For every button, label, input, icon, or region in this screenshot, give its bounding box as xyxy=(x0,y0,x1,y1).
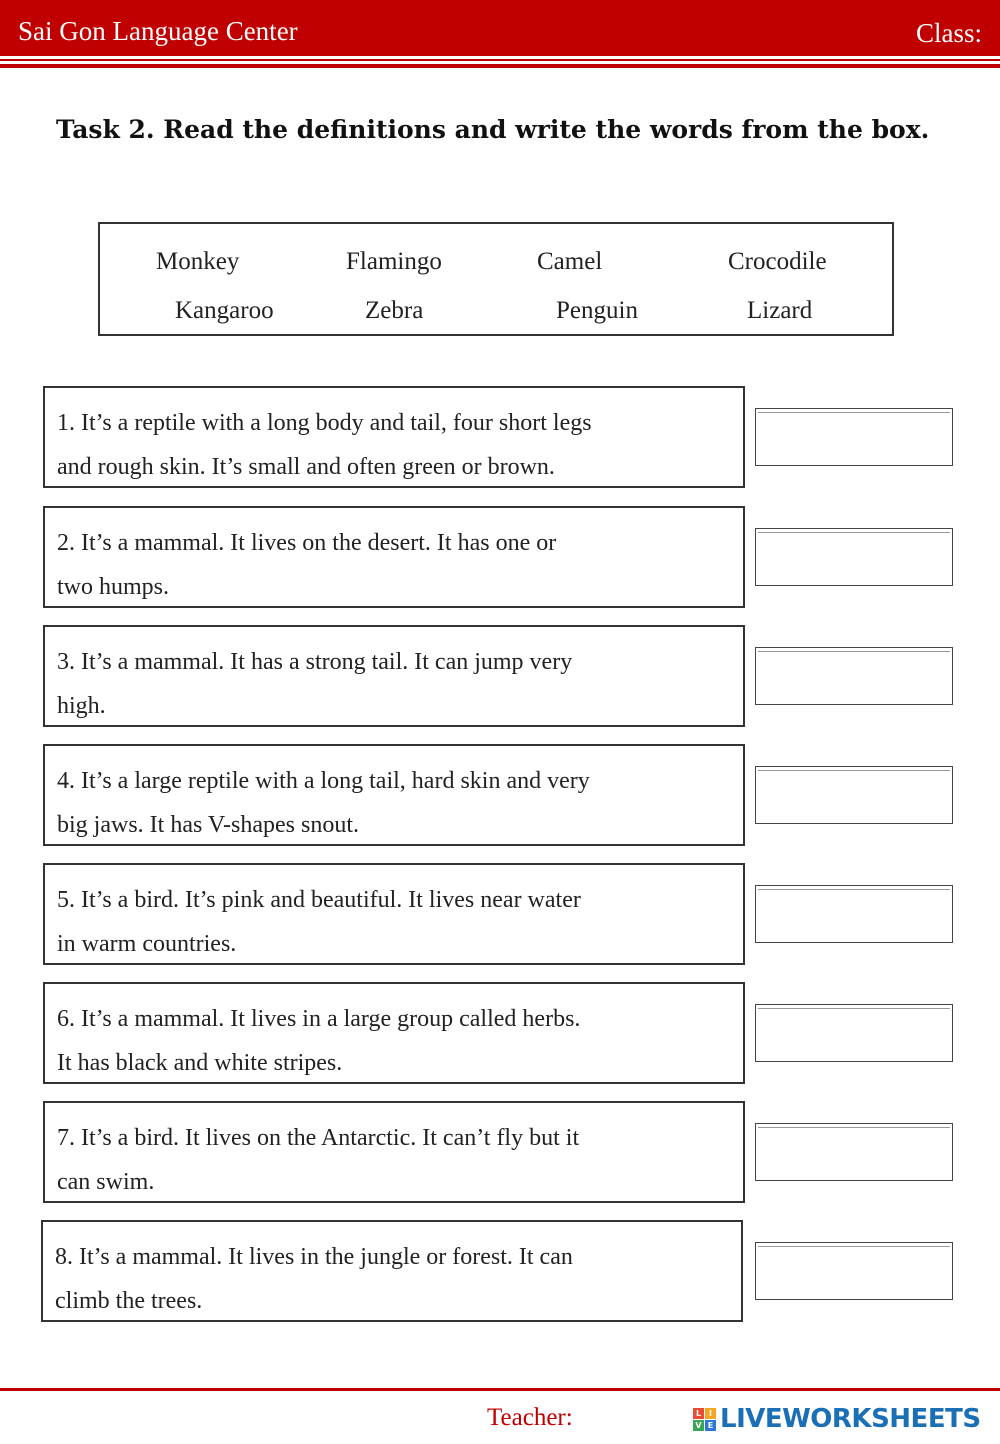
question-5-line-2: in warm countries. xyxy=(57,931,237,957)
word-lizard: Lizard xyxy=(747,297,813,324)
question-6-line-1: 6. It’s a mammal. It lives in a large group called herbs. xyxy=(57,1006,581,1032)
question-4-line-2: big jaws. It has V-shapes snout. xyxy=(57,812,359,838)
logo-letter-l: L xyxy=(693,1408,704,1419)
teacher-label: Teacher: xyxy=(487,1404,573,1431)
logo-grid-icon xyxy=(693,1408,716,1431)
header-divider xyxy=(0,59,1000,61)
logo-text: LIVEWORKSHEETS xyxy=(720,1404,981,1434)
logo-letter-v: V xyxy=(693,1420,704,1431)
question-4-line-1: 4. It’s a large reptile with a long tail, hard skin and very xyxy=(57,768,590,794)
answer-input-3[interactable] xyxy=(755,647,953,705)
question-4 xyxy=(43,744,745,846)
question-8-line-1: 8. It’s a mammal. It lives in the jungle or forest. It can xyxy=(55,1244,573,1270)
question-1-line-1: 1. It’s a reptile with a long body and tail, four short legs xyxy=(57,410,592,436)
answer-input-7[interactable] xyxy=(755,1123,953,1181)
center-name: Sai Gon Language Center xyxy=(18,16,298,46)
word-monkey: Monkey xyxy=(156,248,240,275)
word-kangaroo: Kangaroo xyxy=(175,297,274,324)
question-6-line-2: It has black and white stripes. xyxy=(57,1050,343,1076)
question-1-line-2: and rough skin. It’s small and often green or brown. xyxy=(57,454,555,480)
question-7-line-1: 7. It’s a bird. It lives on the Antarctic. It can’t fly but it xyxy=(57,1125,580,1151)
question-2 xyxy=(43,506,745,608)
header-bar xyxy=(0,0,1000,56)
class-label: Class: xyxy=(915,18,982,48)
task-title: Task 2. Read the definitions and write the words from the box. xyxy=(56,115,930,144)
word-camel: Camel xyxy=(537,248,603,275)
word-zebra: Zebra xyxy=(365,297,424,324)
question-8-line-2: climb the trees. xyxy=(55,1288,203,1314)
question-5 xyxy=(43,863,745,965)
question-1 xyxy=(43,386,745,488)
word-penguin: Penguin xyxy=(556,297,638,324)
answer-input-8[interactable] xyxy=(755,1242,953,1300)
question-5-line-1: 5. It’s a bird. It’s pink and beautiful. It lives near water xyxy=(57,887,581,913)
question-3-line-1: 3. It’s a mammal. It has a strong tail. It can jump very xyxy=(57,649,573,675)
question-7-line-2: can swim. xyxy=(57,1169,155,1195)
question-2-line-2: two humps. xyxy=(57,574,170,600)
header-divider-2 xyxy=(0,64,1000,68)
question-8 xyxy=(41,1220,743,1322)
word-crocodile: Crocodile xyxy=(728,248,827,275)
logo-letter-i: I xyxy=(705,1408,716,1419)
footer-divider xyxy=(0,1388,1000,1391)
answer-input-6[interactable] xyxy=(755,1004,953,1062)
word-flamingo: Flamingo xyxy=(346,248,442,275)
word-box xyxy=(98,222,894,336)
answer-input-4[interactable] xyxy=(755,766,953,824)
question-3 xyxy=(43,625,745,727)
liveworksheets-logo xyxy=(693,1404,981,1434)
answer-input-5[interactable] xyxy=(755,885,953,943)
logo-letter-e: E xyxy=(705,1420,716,1431)
question-2-line-1: 2. It’s a mammal. It lives on the desert. It has one or xyxy=(57,530,557,556)
question-7 xyxy=(43,1101,745,1203)
answer-input-1[interactable] xyxy=(755,408,953,466)
answer-input-2[interactable] xyxy=(755,528,953,586)
question-3-line-2: high. xyxy=(57,693,106,719)
question-6 xyxy=(43,982,745,1084)
